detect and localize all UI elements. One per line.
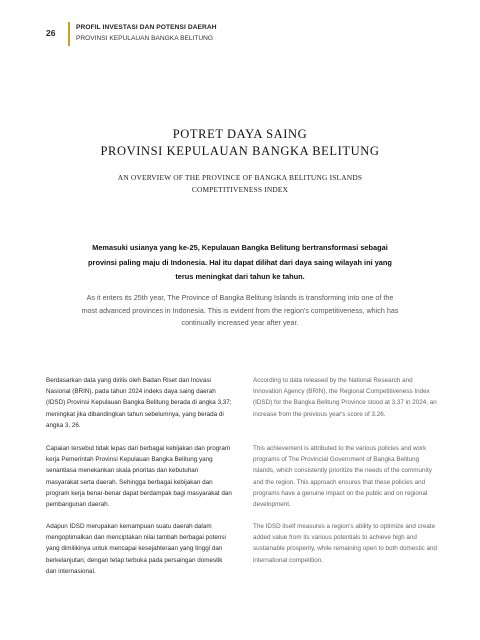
page-subtitle-line-2: COMPETITIVENESS INDEX xyxy=(191,185,289,194)
body-paragraph: The IDSD itself measures a region's ability to optimize and create added value from its various potentials to achieve high and sustainable prosperity, while remaining open to both domestic and international competition. xyxy=(253,523,437,564)
page-number: 26 xyxy=(46,28,56,38)
page-title-line-2: PROVINSI KEPULAUAN BANGKA BELITUNG xyxy=(100,144,380,158)
body-paragraph: Adapun IDSD merupakan kemampuan suatu daerah dalam mengoptimalkan dan menciptakan nilai tambah berbagai potensi yang dimilikinya untuk mencapai kesejahteraan yang tinggi dan berkelanjutan; dengan tetap terbuka pada persaingan domestik dan internasional. xyxy=(46,523,226,575)
header-text xyxy=(76,22,217,44)
body-paragraph: This achievement is attributed to the various policies and work programs of The Provincial Government of Bangka Belitung Islands, which consistently prioritize the needs of the community and the region. This approach ensures that these policies and programs have a genuine impact on the public and on regional development. xyxy=(253,445,432,509)
header-subtitle: PROVINSI KEPULAUAN BANGKA BELITUNG xyxy=(76,35,214,42)
page-subtitle xyxy=(0,172,480,196)
page-title xyxy=(0,126,480,160)
intro-paragraph-en: As it enters its 25th year, The Province of Bangka Belitung Islands is transforming into one of the most advanced provinces in Indonesia. This is evident from the region's competitiveness, which has continually increased year after year. xyxy=(81,293,399,327)
body-paragraph: Berdasarkan data yang dirilis oleh Badan Riset dan Inovasi Nasional (BRIN), pada tahun 2024 indeks daya saing daerah (IDSD) Provinsi Kepulauan Bangka Belitung berada di angka 3,37; meningkat jika dibandingkan tahun sebelumnya, yang berada di angka 3, 26. xyxy=(46,377,232,429)
header-accent-bar xyxy=(68,22,70,46)
intro-paragraph-id: Memasuki usianya yang ke-25, Kepulauan Bangka Belitung bertransformasi sebagai provinsi paling maju di Indonesia. Hal itu dapat dilihat dari daya saing wilayah ini yang terus meningkat dari tahun ke tahun. xyxy=(88,243,392,281)
page-subtitle-line-1: AN OVERVIEW OF THE PROVINCE OF BANGKA BELITUNG ISLANDS xyxy=(117,173,363,182)
page-title-line-1: POTRET DAYA SAING xyxy=(172,127,308,141)
body-paragraph: Capaian tersebut tidak lepas dari berbagai kebijakan dan program kerja Pemerintah Provinsi Kepulauan Bangka Belitung yang senantiasa menekankan skala prioritas dan kebutuhan masyarakat serta daerah. Sehingga berbagai kebijakan dan program kerja benar-benar dapat berdampak bagi masyarakat dan pembangunan daerah. xyxy=(46,445,232,509)
header-title: PROFIL INVESTASI DAN POTENSI DAERAH xyxy=(76,24,217,31)
body-paragraph: According to data released by the National Research and Innovation Agency (BRIN), the Regional Competitiveness Index (IDSD) for the Bangka Belitung Province stood at 3.37 in 2024, an increase from the previous year's score of 3.26. xyxy=(253,377,437,418)
